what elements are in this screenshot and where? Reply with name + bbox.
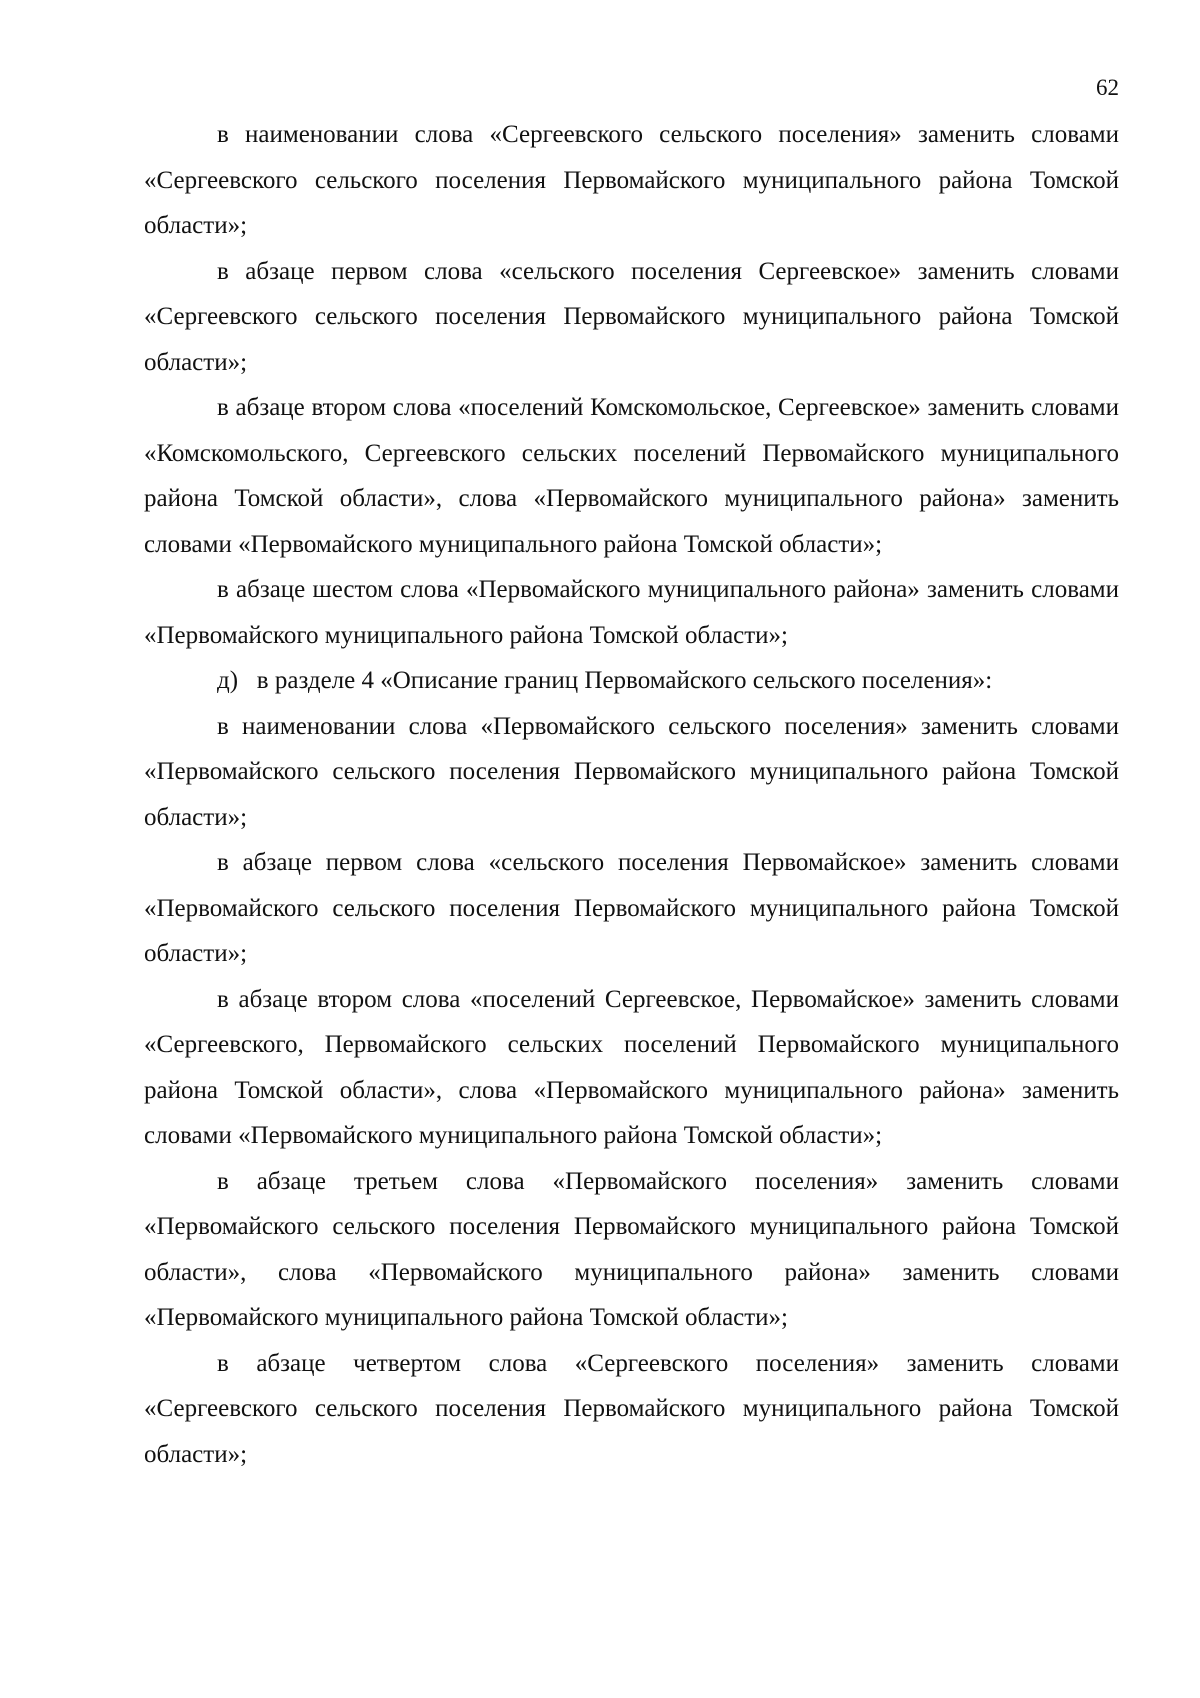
document-body [144, 112, 1119, 1477]
paragraph: в абзаце первом слова «сельского поселения Сергеевское» заменить словами «Сергеевского сельского поселения Первомайского муниципального района Томской области»; [144, 257, 1119, 376]
paragraph: в абзаце первом слова «сельского поселения Первомайское» заменить словами «Первомайского сельского поселения Первомайского муниципального района Томской области»; [144, 849, 1119, 967]
paragraph: в наименовании слова «Сергеевского сельского поселения» заменить словами «Сергеевского сельского поселения Первомайского муниципального района Томской области»; [144, 121, 1119, 239]
paragraph: в наименовании слова «Первомайского сельского поселения» заменить словами «Первомайского сельского поселения Первомайского муниципального района Томской области»; [144, 712, 1119, 831]
paragraph: в абзаце втором слова «поселений Комскомольское, Сергеевское» заменить словами «Комскомольского, Сергеевского сельских поселений Первомайского муниципального района Томской области», слова «Первомайского муниципального района» заменить словами «Первомайского муниципального района Томской области»; [144, 394, 1119, 558]
paragraph: в абзаце втором слова «поселений Сергеевское, Первомайское» заменить словами «Сергеевского, Первомайского сельских поселений Первомайского муниципального района Томской области», слова «Первомайского муниципального района» заменить словами «Первомайского муниципального района Томской области»; [144, 985, 1119, 1149]
paragraph: в абзаце четвертом слова «Сергеевского поселения» заменить словами «Сергеевского сельского поселения Первомайского муниципального района Томской области»; [144, 1349, 1119, 1468]
paragraph: в абзаце третьем слова «Первомайского поселения» заменить словами «Первомайского сельского поселения Первомайского муниципального района Томской области», слова «Первомайского муниципального района» заменить словами «Первомайского муниципального района Томской области»; [144, 1167, 1119, 1331]
paragraph: в абзаце шестом слова «Первомайского муниципального района» заменить словами «Первомайского муниципального района Томской области»; [144, 576, 1119, 649]
section-heading-paragraph: д) в разделе 4 «Описание границ Первомайского сельского поселения»: [217, 667, 993, 694]
page-number: 62 [1096, 75, 1119, 100]
